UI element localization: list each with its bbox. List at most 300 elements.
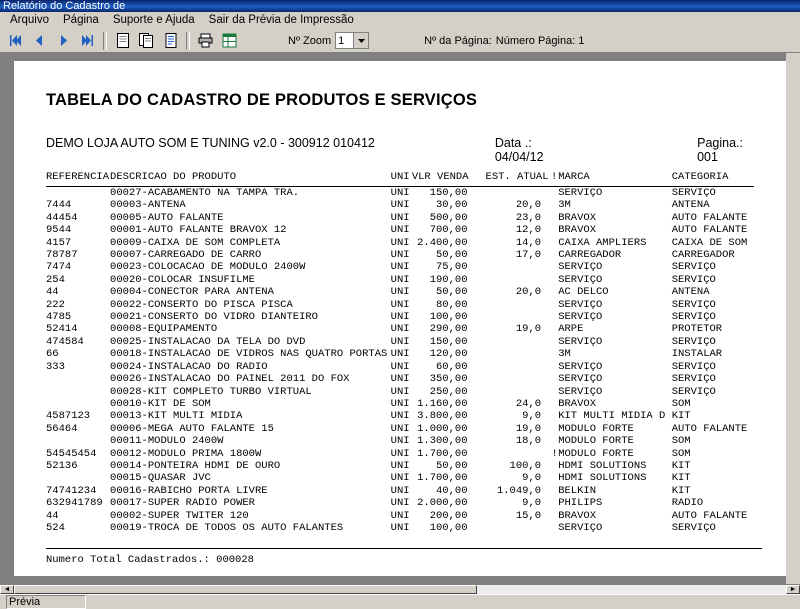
cell-marca: AC DELCO	[558, 286, 609, 299]
cell-marca: SERVIÇO	[558, 311, 603, 324]
table-row	[46, 472, 754, 484]
cell-exclamation: !	[551, 447, 558, 460]
cell-marca: MODULO FORTE	[558, 435, 634, 448]
cell-descricao: 00028-KIT COMPLETO TURBO VIRTUAL	[110, 385, 312, 398]
cell-uni: UNI	[390, 249, 410, 262]
export-excel-icon[interactable]	[218, 29, 241, 52]
cell-marca: SERVIÇO	[558, 298, 603, 311]
cell-vlr-venda: 50,00	[436, 459, 468, 472]
cell-vlr-venda: 190,00	[429, 273, 468, 286]
cell-vlr-venda: 1.700,00	[417, 472, 468, 485]
copy-page-icon[interactable]	[135, 29, 158, 52]
column-est-atual: EST. ATUAL	[486, 170, 552, 187]
cell-est-atual	[486, 361, 552, 373]
cell-vlr-venda: 200,00	[429, 509, 468, 522]
table-row	[46, 348, 754, 360]
report-total-label: Numero Total Cadastrados.:	[46, 554, 210, 567]
table-row	[46, 361, 754, 373]
horizontal-scrollbar[interactable]	[0, 584, 800, 594]
table-row	[46, 249, 754, 261]
cell-est-atual	[486, 187, 552, 200]
cell-categoria: RADIO	[671, 497, 704, 510]
cell-referencia: 44454	[46, 211, 78, 224]
page-setup-icon[interactable]	[111, 29, 134, 52]
toolbar-separator-1	[103, 32, 107, 50]
cell-exclamation	[551, 522, 558, 534]
cell-exclamation	[551, 386, 558, 398]
cell-exclamation	[551, 410, 558, 422]
report-table	[46, 170, 754, 534]
cell-descricao: 00004-CONECTOR PARA ANTENA	[110, 286, 274, 299]
cell-referencia: 52136	[46, 459, 78, 472]
cell-vlr-venda: 290,00	[429, 323, 468, 336]
cell-marca: HDMI SOLUTIONS	[558, 472, 647, 485]
cell-uni: UNI	[390, 286, 410, 299]
cell-descricao: 00012-MODULO PRIMA 1800W	[110, 447, 262, 460]
table-row	[46, 460, 754, 472]
title-bar	[0, 0, 800, 12]
cell-uni: UNI	[390, 224, 410, 237]
cell-descricao: 00010-KIT DE SOM	[110, 397, 211, 410]
cell-vlr-venda: 75,00	[436, 261, 468, 274]
cell-categoria: ANTENA	[671, 199, 710, 212]
menu-bar	[0, 12, 800, 29]
document-icon[interactable]	[159, 29, 182, 52]
cell-vlr-venda: 500,00	[429, 211, 468, 224]
cell-referencia: 7474	[46, 261, 72, 274]
cell-categoria: SOM	[671, 435, 691, 448]
cell-est-atual: 1.049,0	[496, 484, 542, 497]
page-number-value: Número Página: 1	[495, 34, 585, 47]
table-row	[46, 261, 754, 273]
company-name: DEMO LOJA AUTO SOM E TUNING v2.0 - 300912 010412	[46, 136, 375, 150]
report-title: TABELA DO CADASTRO DE PRODUTOS E SERVIÇOS	[46, 91, 478, 109]
cell-vlr-venda: 50,00	[436, 286, 468, 299]
zoom-value: 1	[338, 34, 345, 47]
cell-referencia	[46, 398, 110, 410]
table-row	[46, 187, 754, 200]
cell-descricao: 00016-RABICHO PORTA LIVRE	[110, 484, 268, 497]
cell-uni: UNI	[390, 323, 410, 336]
cell-exclamation	[551, 510, 558, 522]
cell-categoria: SERVIÇO	[671, 385, 716, 398]
cell-exclamation	[551, 323, 558, 335]
cell-categoria: SERVIÇO	[671, 311, 716, 324]
column-categoria: CATEGORIA	[672, 170, 754, 187]
table-row	[46, 299, 754, 311]
cell-descricao: 00025-INSTALACAO DA TELA DO DVD	[110, 335, 306, 348]
cell-referencia: 74741234	[46, 484, 97, 497]
report-date	[495, 136, 577, 164]
cell-exclamation	[551, 286, 558, 298]
cell-exclamation	[551, 398, 558, 410]
cell-referencia: 44	[46, 286, 59, 299]
cell-marca: KIT MULTI MIDIA D	[558, 410, 666, 423]
cell-descricao: 00021-CONSERTO DO VIDRO DIANTEIRO	[110, 311, 318, 324]
cell-categoria: SOM	[671, 397, 691, 410]
cell-descricao: 00002-SUPER TWITER 120	[110, 509, 249, 522]
cell-descricao: 00008-EQUIPAMENTO	[110, 323, 218, 336]
cell-exclamation	[551, 497, 558, 509]
cell-referencia: 4587123	[46, 410, 91, 423]
cell-marca: ARPE	[558, 323, 584, 336]
cell-est-atual: 17,0	[515, 249, 542, 262]
cell-uni: UNI	[390, 335, 410, 348]
report-date-label: Data .:	[494, 136, 532, 150]
cell-uni: UNI	[390, 348, 410, 361]
cell-referencia	[46, 435, 110, 447]
cell-marca: SERVIÇO	[558, 373, 603, 386]
cell-exclamation	[551, 261, 558, 273]
first-page-icon[interactable]	[4, 29, 27, 52]
cell-vlr-venda: 1.300,00	[417, 435, 468, 448]
cell-vlr-venda: 2.400,00	[417, 236, 468, 249]
cell-exclamation	[551, 423, 558, 435]
cell-marca: SERVIÇO	[558, 187, 603, 199]
cell-referencia: 524	[46, 521, 65, 534]
preview-area[interactable]	[0, 53, 800, 584]
cell-exclamation	[551, 348, 558, 360]
toolbar-separator-2	[186, 32, 190, 50]
cell-exclamation	[551, 435, 558, 447]
cell-est-atual	[486, 261, 552, 273]
cell-uni: UNI	[390, 273, 410, 286]
cell-categoria: SERVIÇO	[671, 187, 716, 199]
zoom-select[interactable]	[335, 32, 369, 49]
column-referencia: REFERENCIA	[46, 170, 110, 187]
report-page-value: 001	[697, 150, 718, 164]
vertical-scrollbar[interactable]	[786, 53, 800, 584]
cell-descricao: 00024-INSTALACAO DO RADIO	[110, 360, 268, 373]
cell-vlr-venda: 1.700,00	[417, 447, 468, 460]
cell-referencia: 56464	[46, 422, 78, 435]
cell-marca: SERVIÇO	[558, 261, 603, 274]
cell-est-atual: 24,0	[515, 397, 542, 410]
table-row	[46, 497, 754, 509]
cell-descricao: 00026-INSTALACAO DO PAINEL 2011 DO FOX	[110, 373, 350, 386]
cell-exclamation	[551, 199, 558, 211]
report-header-line	[46, 136, 762, 164]
cell-est-atual: 20,0	[515, 199, 542, 212]
menu-arquivo[interactable]: Arquivo	[10, 14, 49, 26]
cell-categoria: SOM	[671, 447, 691, 460]
cell-categoria: SERVIÇO	[671, 360, 716, 373]
cell-categoria: AUTO FALANTE	[671, 509, 748, 522]
table-header-row	[46, 170, 754, 187]
cell-exclamation	[551, 212, 558, 224]
column-uni: UNI	[391, 170, 412, 187]
toolbar	[0, 29, 800, 53]
previous-page-icon[interactable]	[28, 29, 51, 52]
cell-referencia: 4785	[46, 311, 72, 324]
table-row	[46, 410, 754, 422]
cell-marca: HDMI SOLUTIONS	[558, 459, 647, 472]
report-table-head	[46, 170, 754, 187]
table-row	[46, 199, 754, 211]
cell-vlr-venda: 700,00	[429, 224, 468, 237]
cell-est-atual: 19,0	[515, 323, 542, 336]
cell-marca: BRAVOX	[558, 211, 597, 224]
window-title: Relatório do Cadastro de	[3, 0, 126, 12]
cell-referencia: 52414	[46, 323, 78, 336]
report-table-body	[46, 187, 754, 535]
cell-est-atual: 9,0	[522, 472, 542, 485]
cell-uni: UNI	[390, 261, 410, 274]
cell-categoria: INSTALAR	[671, 348, 723, 361]
cell-categoria: PROTETOR	[671, 323, 723, 336]
report-page-label: Pagina.:	[697, 136, 743, 150]
table-row	[46, 510, 754, 522]
cell-vlr-venda: 3.800,00	[417, 410, 468, 423]
cell-uni: UNI	[390, 422, 410, 435]
table-row	[46, 323, 754, 335]
cell-categoria: KIT	[671, 459, 691, 472]
cell-uni: UNI	[390, 360, 410, 373]
cell-vlr-venda: 150,00	[429, 187, 468, 199]
cell-uni: UNI	[390, 447, 410, 460]
column-vlr-venda: VLR VENDA	[412, 170, 486, 187]
column-exclamation: !	[551, 170, 558, 187]
cell-est-atual	[486, 386, 552, 398]
cell-descricao: 00006-MEGA AUTO FALANTE 15	[110, 422, 274, 435]
cell-vlr-venda: 1.000,00	[417, 422, 468, 435]
cell-uni: UNI	[390, 397, 410, 410]
cell-uni: UNI	[390, 521, 410, 534]
cell-categoria: SERVIÇO	[671, 521, 716, 534]
cell-vlr-venda: 60,00	[436, 360, 468, 373]
table-row	[46, 398, 754, 410]
cell-referencia: 632941789	[46, 497, 103, 510]
cell-marca: MODULO FORTE	[558, 422, 634, 435]
table-row	[46, 311, 754, 323]
cell-vlr-venda: 100,00	[429, 311, 468, 324]
cell-descricao: 00023-COLOCACAO DE MODULO 2400W	[110, 261, 306, 274]
print-icon[interactable]	[194, 29, 217, 52]
table-row	[46, 435, 754, 447]
cell-categoria: SERVIÇO	[671, 373, 716, 386]
cell-referencia: 4157	[46, 236, 72, 249]
cell-descricao: 00001-AUTO FALANTE BRAVOX 12	[110, 224, 287, 237]
status-text: Prévia	[6, 595, 86, 609]
cell-est-atual	[486, 373, 552, 385]
cell-marca: CAIXA AMPLIERS	[558, 236, 647, 249]
status-bar	[0, 594, 800, 609]
scroll-right-icon[interactable]: ►	[786, 585, 800, 594]
cell-marca: CARREGADOR	[558, 249, 622, 262]
table-row	[46, 485, 754, 497]
cell-marca: SERVIÇO	[558, 521, 603, 534]
menu-suporte-ajuda[interactable]: Suporte e Ajuda	[112, 14, 195, 26]
cell-descricao: 00007-CARREGADO DE CARRO	[110, 249, 262, 262]
cell-exclamation	[551, 336, 558, 348]
hscroll-track[interactable]	[14, 585, 786, 594]
cell-exclamation	[551, 361, 558, 373]
cell-marca: BRAVOX	[558, 397, 597, 410]
cell-est-atual: 19,0	[515, 422, 542, 435]
cell-marca: SERVIÇO	[558, 360, 603, 373]
cell-marca: BRAVOX	[558, 224, 597, 237]
cell-uni: UNI	[390, 459, 410, 472]
cell-categoria: KIT	[671, 484, 691, 497]
cell-est-atual	[486, 274, 552, 286]
cell-est-atual: 15,0	[515, 509, 542, 522]
cell-uni: UNI	[390, 298, 410, 311]
table-row	[46, 336, 754, 348]
cell-categoria: AUTO FALANTE	[671, 422, 748, 435]
table-row	[46, 237, 754, 249]
cell-descricao: 00005-AUTO FALANTE	[110, 211, 224, 224]
cell-marca: SERVIÇO	[558, 273, 603, 286]
report-page-number	[697, 136, 762, 164]
menu-sair-previa[interactable]: Sair da Prévia de Impressão	[208, 14, 354, 26]
cell-uni: UNI	[390, 187, 410, 199]
cell-est-atual	[486, 311, 552, 323]
cell-uni: UNI	[390, 497, 410, 510]
cell-descricao: 00014-PONTEIRA HDMI DE OURO	[110, 459, 281, 472]
cell-est-atual: 12,0	[515, 224, 542, 237]
cell-categoria: AUTO FALANTE	[671, 211, 748, 224]
report-date-value: 04/04/12	[494, 150, 544, 164]
cell-est-atual: 9,0	[522, 497, 542, 510]
cell-descricao: 00022-CONSERTO DO PISCA PISCA	[110, 298, 293, 311]
cell-categoria: SERVIÇO	[671, 261, 716, 274]
menu-pagina[interactable]: Página	[63, 14, 99, 26]
table-row	[46, 373, 754, 385]
cell-uni: UNI	[390, 236, 410, 249]
cell-referencia: 78787	[46, 249, 78, 262]
cell-referencia: 222	[46, 298, 65, 311]
hscroll-thumb[interactable]	[14, 585, 477, 594]
cell-descricao: 00018-INSTALACAO DE VIDROS NAS QUATRO PORTAS	[110, 348, 388, 361]
cell-exclamation	[551, 274, 558, 286]
cell-est-atual	[486, 522, 552, 534]
cell-exclamation	[551, 311, 558, 323]
cell-marca: MODULO FORTE	[558, 447, 634, 460]
cell-categoria: ANTENA	[671, 286, 710, 299]
cell-descricao: 00003-ANTENA	[110, 199, 186, 212]
cell-marca: BRAVOX	[558, 509, 597, 522]
report-total	[46, 548, 762, 566]
cell-vlr-venda: 2.000,00	[417, 497, 468, 510]
cell-uni: UNI	[390, 472, 410, 485]
cell-categoria: SERVIÇO	[671, 335, 716, 348]
cell-est-atual	[486, 336, 552, 348]
cell-uni: UNI	[390, 211, 410, 224]
table-row	[46, 522, 754, 534]
cell-vlr-venda: 100,00	[429, 521, 468, 534]
cell-marca: BELKIN	[558, 484, 597, 497]
cell-categoria: CAIXA DE SOM	[671, 236, 748, 249]
table-row	[46, 448, 754, 460]
cell-exclamation	[551, 485, 558, 497]
cell-categoria: KIT	[671, 472, 691, 485]
cell-referencia	[46, 386, 110, 398]
cell-referencia	[46, 472, 110, 484]
cell-est-atual: 18,0	[515, 435, 542, 448]
cell-marca: SERVIÇO	[558, 335, 603, 348]
cell-referencia	[46, 373, 110, 385]
cell-est-atual: 20,0	[515, 286, 542, 299]
cell-uni: UNI	[390, 435, 410, 448]
cell-descricao: 00015-QUASAR JVC	[110, 472, 211, 485]
cell-referencia: 44	[46, 509, 59, 522]
cell-referencia: 7444	[46, 199, 72, 212]
cell-vlr-venda: 30,00	[436, 199, 468, 212]
zoom-control-group	[288, 32, 369, 49]
cell-vlr-venda: 120,00	[429, 348, 468, 361]
page-number-group	[424, 35, 584, 47]
report-total-value: 000028	[216, 554, 254, 567]
table-row	[46, 274, 754, 286]
cell-uni: UNI	[390, 311, 410, 324]
last-page-icon[interactable]	[76, 29, 99, 52]
column-marca: MARCA	[558, 170, 672, 187]
cell-referencia	[46, 187, 110, 200]
cell-referencia: 54545454	[46, 447, 97, 460]
cell-vlr-venda: 150,00	[429, 335, 468, 348]
cell-descricao: 00027-ACABAMENTO NA TAMPA TRA.	[110, 187, 300, 199]
cell-referencia: 9544	[46, 224, 72, 237]
cell-categoria: SERVIÇO	[671, 273, 716, 286]
cell-referencia: 66	[46, 348, 59, 361]
table-row	[46, 212, 754, 224]
cell-exclamation	[551, 237, 558, 249]
cell-marca: PHILIPS	[558, 497, 603, 510]
cell-est-atual	[486, 448, 552, 460]
cell-descricao: 00013-KIT MULTI MIDIA	[110, 410, 243, 423]
cell-exclamation	[551, 460, 558, 472]
cell-categoria: CARREGADOR	[671, 249, 735, 262]
cell-exclamation	[551, 224, 558, 236]
cell-marca: 3M	[558, 199, 571, 212]
cell-est-atual: 23,0	[515, 211, 542, 224]
cell-marca: 3M	[558, 348, 571, 361]
cell-categoria: SERVIÇO	[671, 298, 716, 311]
cell-categoria: KIT	[671, 410, 691, 423]
table-row	[46, 386, 754, 398]
cell-descricao: 00011-MODULO 2400W	[110, 435, 224, 448]
cell-exclamation	[551, 373, 558, 385]
table-row	[46, 224, 754, 236]
cell-exclamation	[551, 299, 558, 311]
cell-vlr-venda: 80,00	[436, 298, 468, 311]
scroll-left-icon[interactable]: ◄	[0, 585, 14, 594]
cell-uni: UNI	[390, 484, 410, 497]
page-number-label: Nº da Página:	[424, 34, 492, 47]
cell-exclamation	[551, 249, 558, 261]
table-row	[46, 286, 754, 298]
cell-exclamation	[551, 187, 558, 200]
cell-uni: UNI	[390, 373, 410, 386]
cell-vlr-venda: 50,00	[436, 249, 468, 262]
cell-uni: UNI	[390, 509, 410, 522]
cell-descricao: 00017-SUPER RADIO POWER	[110, 497, 255, 510]
cell-marca: SERVIÇO	[558, 385, 603, 398]
chevron-down-icon[interactable]	[353, 33, 368, 48]
cell-vlr-venda: 350,00	[429, 373, 468, 386]
next-page-icon[interactable]	[52, 29, 75, 52]
cell-uni: UNI	[390, 199, 410, 212]
report-page	[14, 61, 786, 576]
cell-exclamation	[551, 472, 558, 484]
cell-referencia: 474584	[46, 335, 84, 348]
cell-descricao: 00019-TROCA DE TODOS OS AUTO FALANTES	[110, 521, 344, 534]
column-descricao: DESCRICAO DO PRODUTO	[110, 170, 391, 187]
cell-vlr-venda: 1.160,00	[417, 397, 468, 410]
cell-vlr-venda: 40,00	[436, 484, 468, 497]
cell-est-atual: 14,0	[515, 236, 542, 249]
cell-descricao: 00009-CAIXA DE SOM COMPLETA	[110, 236, 281, 249]
